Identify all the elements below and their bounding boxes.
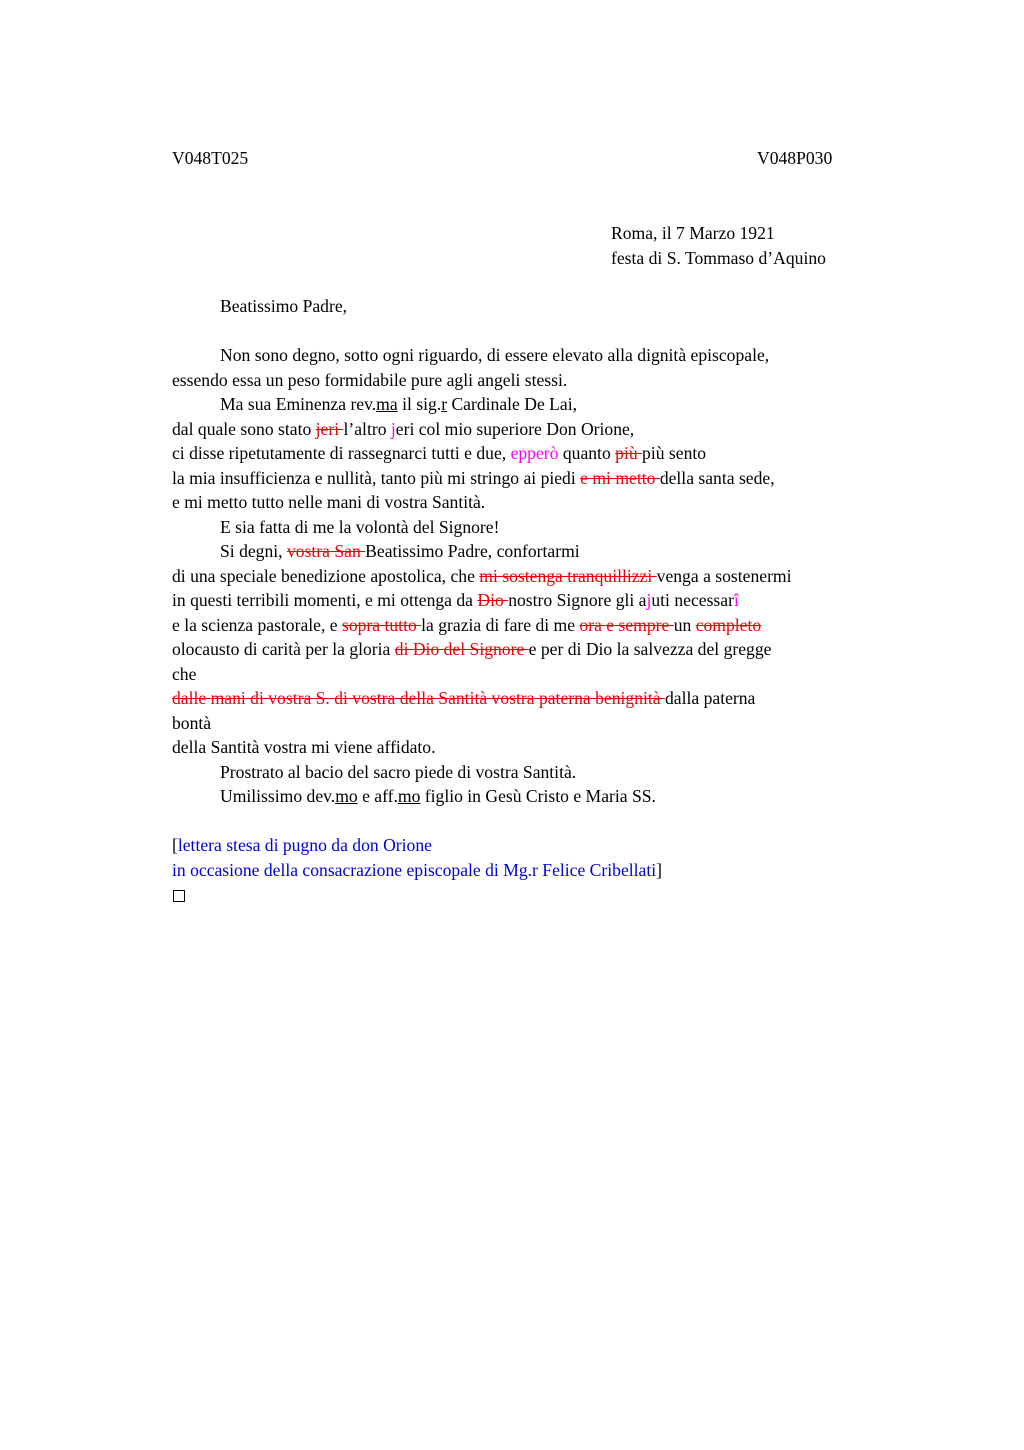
letter-body [172, 294, 902, 907]
end-box-icon [173, 890, 185, 902]
editorial-note-line: in occasione della consacrazione episcopale di Mg.r Felice Cribellati] [172, 859, 662, 880]
paragraph-line: Si degni, vostra San Beatissimo Padre, confortarmi [220, 541, 580, 561]
abbreviation-superscript: mo [397, 786, 421, 806]
deleted-text: mi sostenga tranquillizzi [479, 565, 657, 586]
signature-line: Umilissimo dev.mo e aff.mo figlio in Gesù Cristo e Maria SS. [220, 786, 656, 806]
paragraph-line: bontà [172, 712, 212, 733]
abbreviation-superscript: mo [335, 786, 358, 806]
deleted-text: vostra San [286, 541, 366, 561]
salutation: Beatissimo Padre, [220, 296, 348, 316]
deleted-text: completo [695, 614, 762, 635]
deleted-text: di Dio del Signore [394, 639, 529, 659]
dateline [611, 221, 826, 270]
document-code-right: V048P030 [757, 148, 833, 168]
paragraph-line: in questi terribili momenti, e mi ottenga da Dio nostro Signore gli ajuti necessarî [172, 590, 739, 610]
paragraph-line: Non sono degno, sotto ogni riguardo, di essere elevato alla dignità episcopale, [220, 345, 770, 365]
end-marker-line [172, 882, 902, 907]
inserted-text: î [733, 590, 739, 610]
feast-day: festa di S. Tommaso d’Aquino [611, 247, 826, 268]
paragraph-line: E sia fatta di me la volontà del Signore! [220, 516, 500, 537]
paragraph-line: di una speciale benedizione apostolica, che mi sostenga tranquillizzi venga a sostenermi [172, 565, 792, 586]
editorial-note-line: [lettera stesa di pugno da don Orione [172, 835, 432, 855]
editorial-note: lettera stesa di pugno da don Orione [177, 835, 432, 855]
deleted-text: Dio [477, 590, 509, 610]
paragraph-line: dalle mani di vostra S. di vostra della Santità vostra paterna benignità dalla paterna [172, 688, 756, 708]
inserted-text: epperò [510, 443, 559, 463]
place-date: Roma, il 7 Marzo 1921 [611, 223, 775, 243]
paragraph-line: della Santità vostra mi viene affidato. [172, 737, 436, 757]
paragraph-line: che [172, 663, 197, 684]
deleted-text: più [615, 443, 643, 463]
paragraph-line: olocausto di carità per la gloria di Dio del Signore e per di Dio la salvezza del gregge [172, 639, 772, 659]
deleted-text: jeri [315, 418, 344, 439]
paragraph-line: la mia insufficienza e nullità, tanto più mi stringo ai piedi e mi metto della santa sede, [172, 467, 775, 488]
inserted-text: j [390, 418, 396, 439]
paragraph-line: e la scienza pastorale, e sopra tutto la grazia di fare di me ora e sempre un completo [172, 614, 762, 635]
paragraph-line: Ma sua Eminenza rev.ma il sig.r Cardinale De Lai, [220, 394, 577, 414]
inserted-text: j [646, 590, 652, 610]
closing-line: Prostrato al bacio del sacro piede di vostra Santità. [220, 761, 577, 782]
abbreviation-superscript: ma [376, 394, 398, 414]
editorial-note: in occasione della consacrazione episcopale di Mg.r Felice Cribellati [172, 859, 657, 880]
paragraph-line: ci disse ripetutamente di rassegnarci tutti e due, epperò quanto più più sento [172, 443, 707, 463]
abbreviation-superscript: r [441, 394, 448, 414]
deleted-text: ora e sempre [579, 614, 674, 635]
deleted-text: e mi metto [580, 467, 660, 488]
deleted-text: dalle mani di vostra S. di vostra della Santità vostra paterna benignità [172, 688, 665, 708]
paragraph-line: e mi metto tutto nelle mani di vostra Santità. [172, 492, 486, 512]
deleted-text: sopra tutto [341, 614, 422, 635]
document-code-left: V048T025 [172, 148, 249, 168]
paragraph-line: dal quale sono stato jeri l’altro jeri col mio superiore Don Orione, [172, 418, 635, 439]
paragraph-line: essendo essa un peso formidabile pure agli angeli stessi. [172, 369, 568, 390]
